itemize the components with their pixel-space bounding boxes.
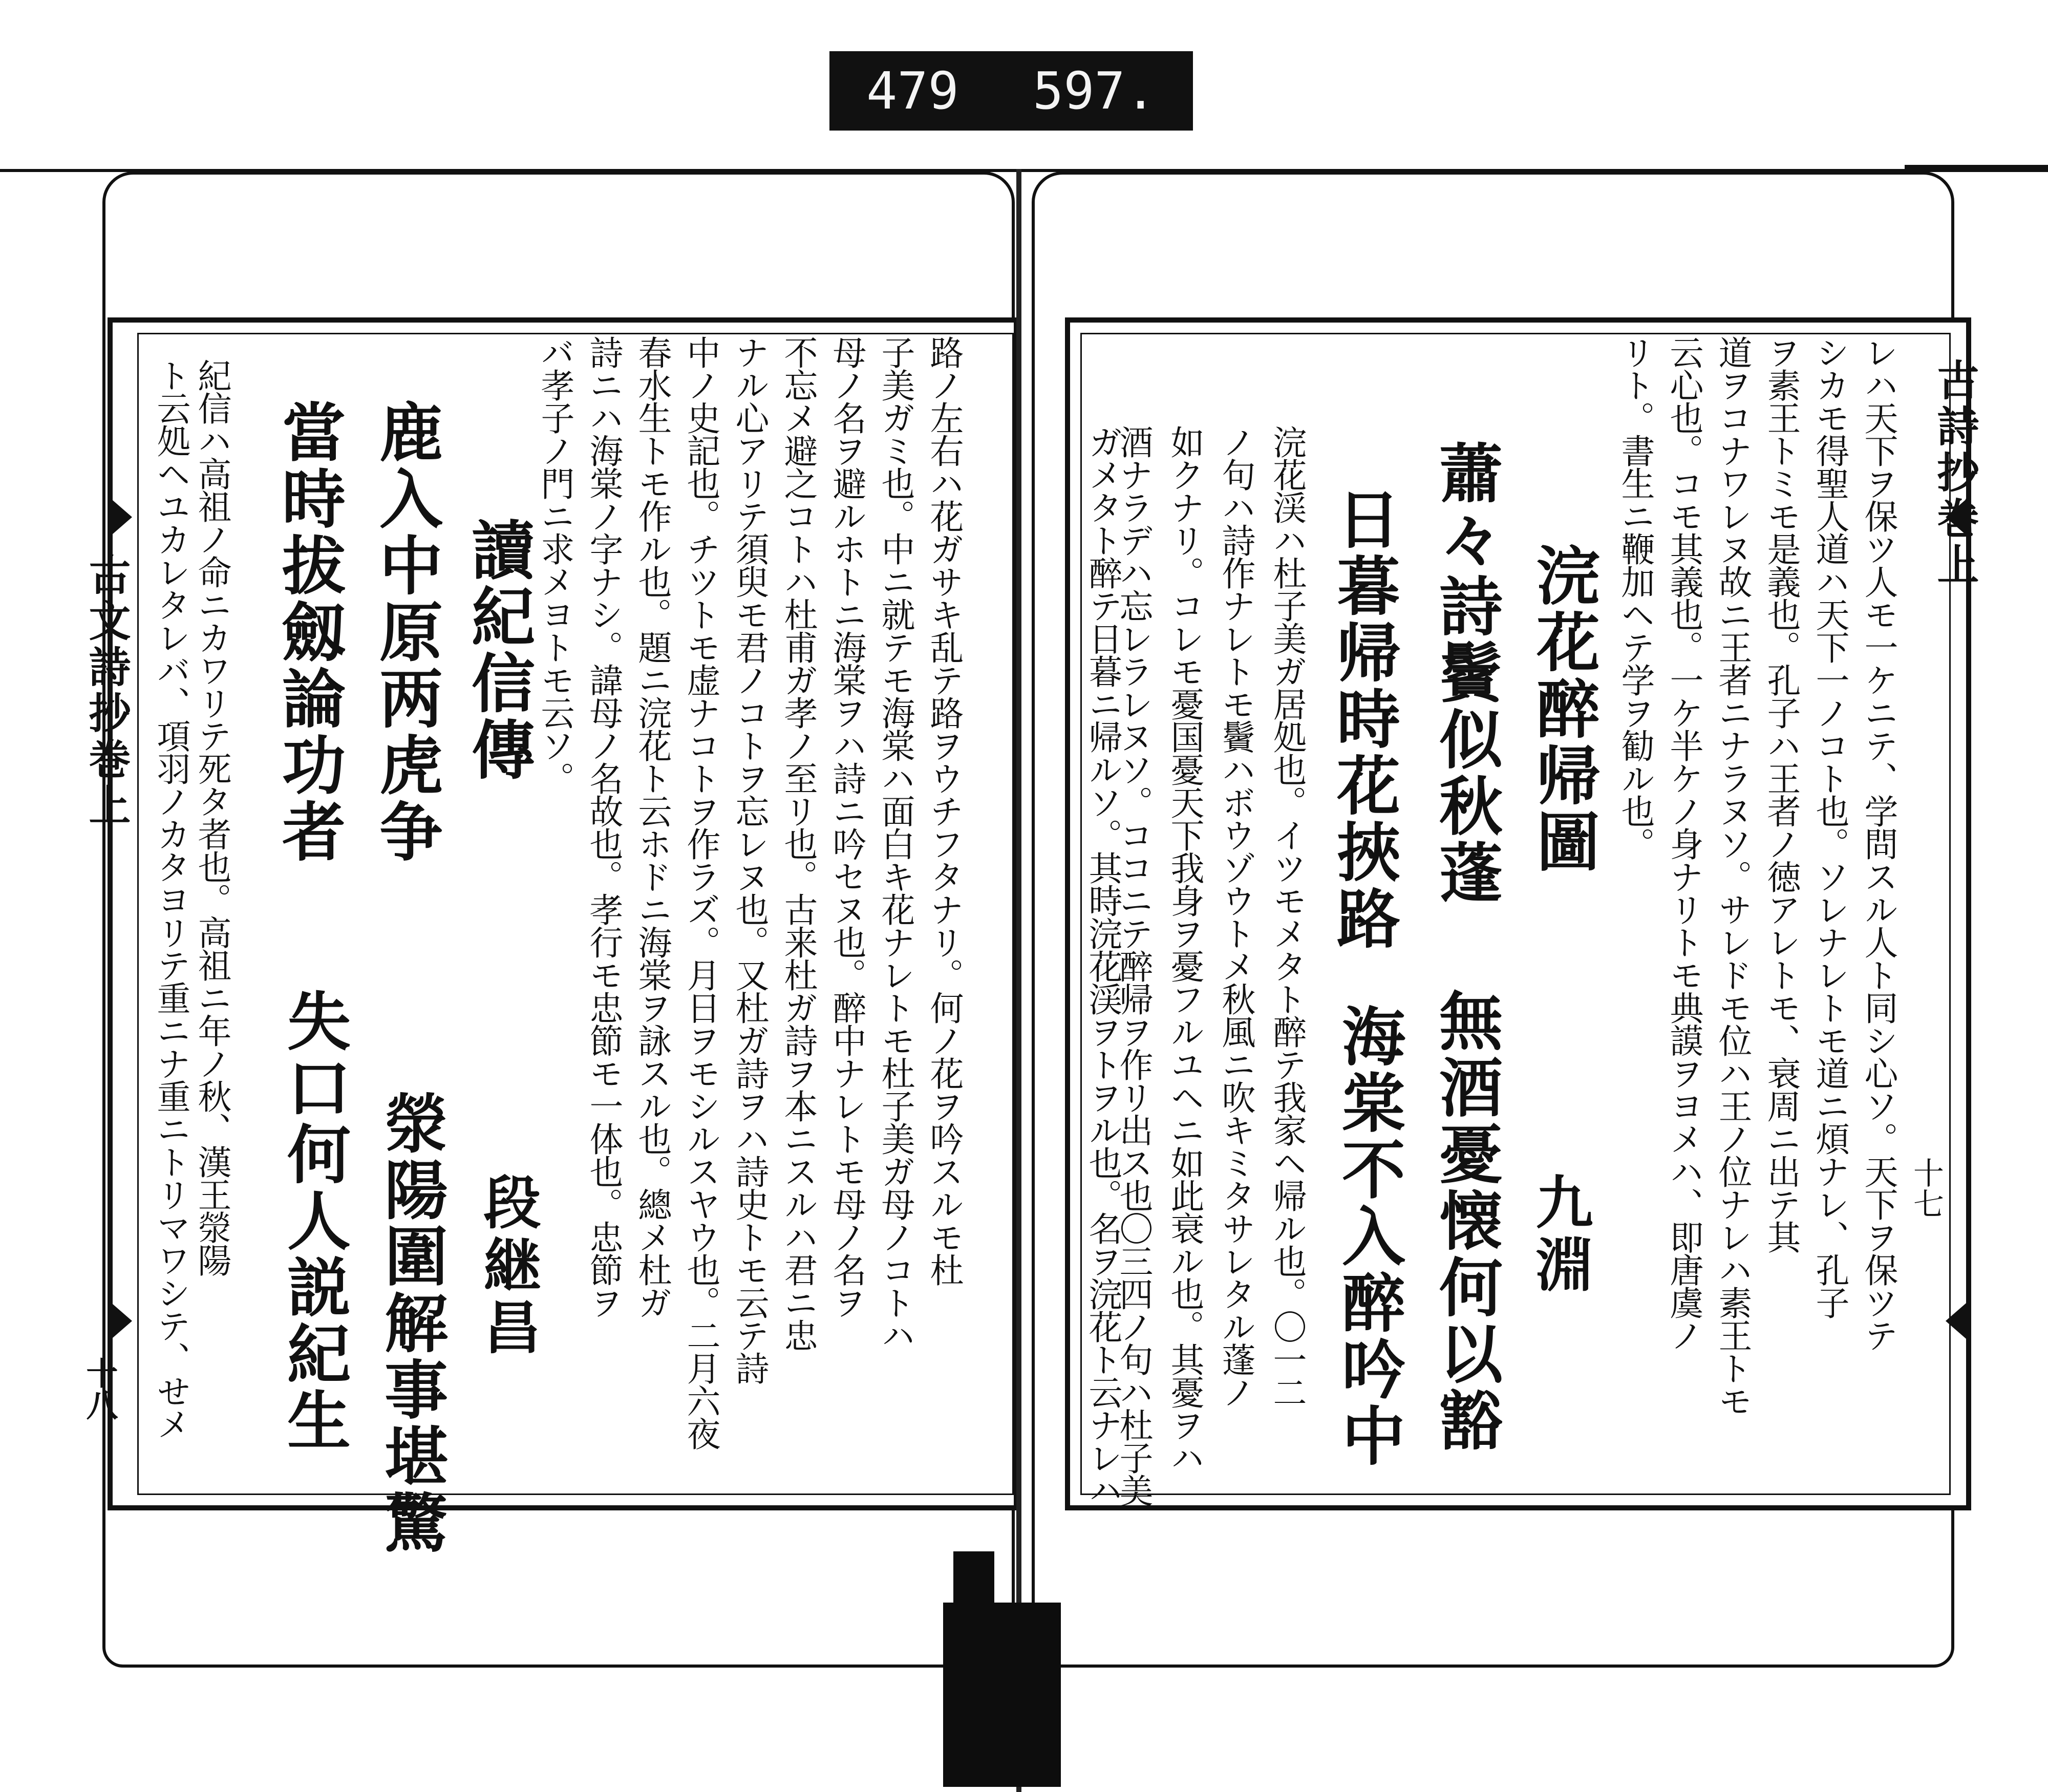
commentary-line: 詩ニハ海棠ノ字ナシ。諱母ノ名故也。孝行モ忠節モ一体也。忠節ヲ	[584, 335, 623, 1318]
commentary-line: バ孝子ノ門ニ求メヨトモ云ソ。	[535, 335, 574, 794]
poem-author: 九淵	[1526, 1172, 1593, 1297]
commentary-line: 中ノ史記也。チツトモ虚ナコトヲ作ラズ。月日ヲモシルスヤウ也。二月六夜	[681, 335, 720, 1449]
archive-label-number-2: 597.	[1033, 61, 1156, 121]
poem-author: 段継昌	[474, 1172, 541, 1360]
intro-line: 道ヲコナワレヌ故ニ王者ニナラヌソ。サレドモ位ハ王ノ位ナレハ素王トモ	[1713, 335, 1752, 1417]
commentary-line: 母ノ名ヲ避ルホトニ海棠ヲハ詩ニ吟セヌ也。醉中ナレトモ母ノ名ヲ	[827, 335, 866, 1318]
poem-verse: 無酒憂懐何以豁	[1428, 988, 1503, 1454]
scan-rule-thick	[1905, 165, 2048, 172]
intro-line: レハ天下ヲ保ツ人モ一ケニテ、学問スル人ト同シ心ソ。天下ヲ保ツテ	[1859, 335, 1898, 1351]
intro-line: シカモ得聖人道ハ天下一ノコト也。ソレナレトモ道ニ煩ナレ、孔子	[1810, 335, 1849, 1318]
commentary-line: 路ノ左右ハ花ガサキ乱テ路ヲウチフタナリ。何ノ花ヲ吟スルモ杜	[924, 335, 964, 1286]
archive-label	[829, 51, 1193, 131]
left-running-title: 古文詩抄巻上	[82, 553, 131, 829]
commentary-line: 子美ガミ也。中ニ就テモ海棠ハ面白キ花ナレトモ杜子美ガ母ノコトハ	[876, 335, 915, 1351]
poem-verse: 失口何人説紀生	[276, 988, 351, 1454]
commentary-line: ト云処ヘユカレタレバ、項羽ノカタヨリテ重ニナ重ニトリマワシテ、せメ	[151, 358, 190, 1440]
right-running-title: 古詩抄巻上	[1930, 358, 1979, 589]
poem-verse: 當時拔劔論功者	[271, 399, 346, 865]
commentary-line: 春水生トモ作ル也。題ニ浣花ト云ホドニ海棠ヲ詠スル也。總メ杜ガ	[632, 335, 672, 1318]
commentary-line: 如クナリ。コレモ憂国憂天下我身ヲ憂フルユヘニ如此衰ル也。其憂ヲハ	[1165, 425, 1204, 1474]
binding-shadow	[943, 1603, 1061, 1787]
commentary-line: ナル心アリテ須臾モ君ノコトヲ忘レヌ也。又杜ガ詩ヲハ詩史トモ云テ詩	[730, 335, 769, 1384]
fishtail-ornament	[109, 497, 132, 538]
commentary-line: 酒ナラデハ忘レラレヌソ。ココニテ醉帰ヲ作リ出ス也〇三四ノ句ハ杜子美	[1114, 425, 1153, 1506]
gutter-line	[1016, 169, 1021, 1792]
poem-title: 讀紀信傳	[461, 517, 535, 783]
fishtail-ornament	[1946, 497, 1969, 538]
poem-verse: 日暮帰時花挾路	[1326, 486, 1400, 952]
poem-verse: 海棠不入醉吟中	[1331, 1004, 1405, 1469]
commentary-line: 浣花渓ハ杜子美ガ居処也。イツモメタト醉テ我家ヘ帰ル也。〇一二	[1267, 425, 1307, 1408]
commentary-line: 不忘メ避之コトハ杜甫ガ孝ノ至リ也。古来杜ガ詩ヲ本ニスルハ君ニ忠	[778, 335, 818, 1351]
archive-label-number-1: 479	[866, 61, 959, 121]
commentary-line: ノ句ハ詩作ナレトモ鬢ハボウゾウトメ秋風ニ吹キミタサレタル蓬ノ	[1216, 425, 1255, 1408]
fishtail-ornament	[109, 1300, 132, 1341]
commentary-line: 紀信ハ高祖ノ命ニカワリテ死タ者也。高祖ニ年ノ秋、漢王滎陽	[192, 358, 231, 1276]
binding-shadow	[953, 1551, 994, 1608]
poem-verse: 鹿入中原两虎争	[369, 399, 443, 865]
commentary-line: ガメタト醉テ日暮ニ帰ルソ。其時浣花渓ヲトヲル也。名ヲ浣花ト云ナレハ	[1083, 425, 1122, 1506]
intro-line: リト。書生ニ鞭加ヘテ学ヲ勧ル也。	[1615, 335, 1655, 860]
fishtail-ornament	[1946, 1300, 1969, 1341]
poem-title: 浣花醉帰圖	[1526, 543, 1600, 876]
right-folio: 十七	[1908, 1157, 1944, 1219]
intro-line: 云心也。コモ其義也。一ケ半ケノ身ナリトモ典謨ヲヨメハ、即唐虞ノ	[1664, 335, 1703, 1351]
intro-line: ヲ素王トミモ是義也。孔子ハ王者ノ徳アレトモ、衰周ニ出テ其	[1761, 335, 1801, 1253]
left-folio: 十八	[81, 1357, 118, 1420]
poem-verse: 蕭々詩鬢似秋蓬	[1428, 440, 1503, 906]
poem-verse: 滎陽圍解事堪驚	[374, 1091, 448, 1556]
